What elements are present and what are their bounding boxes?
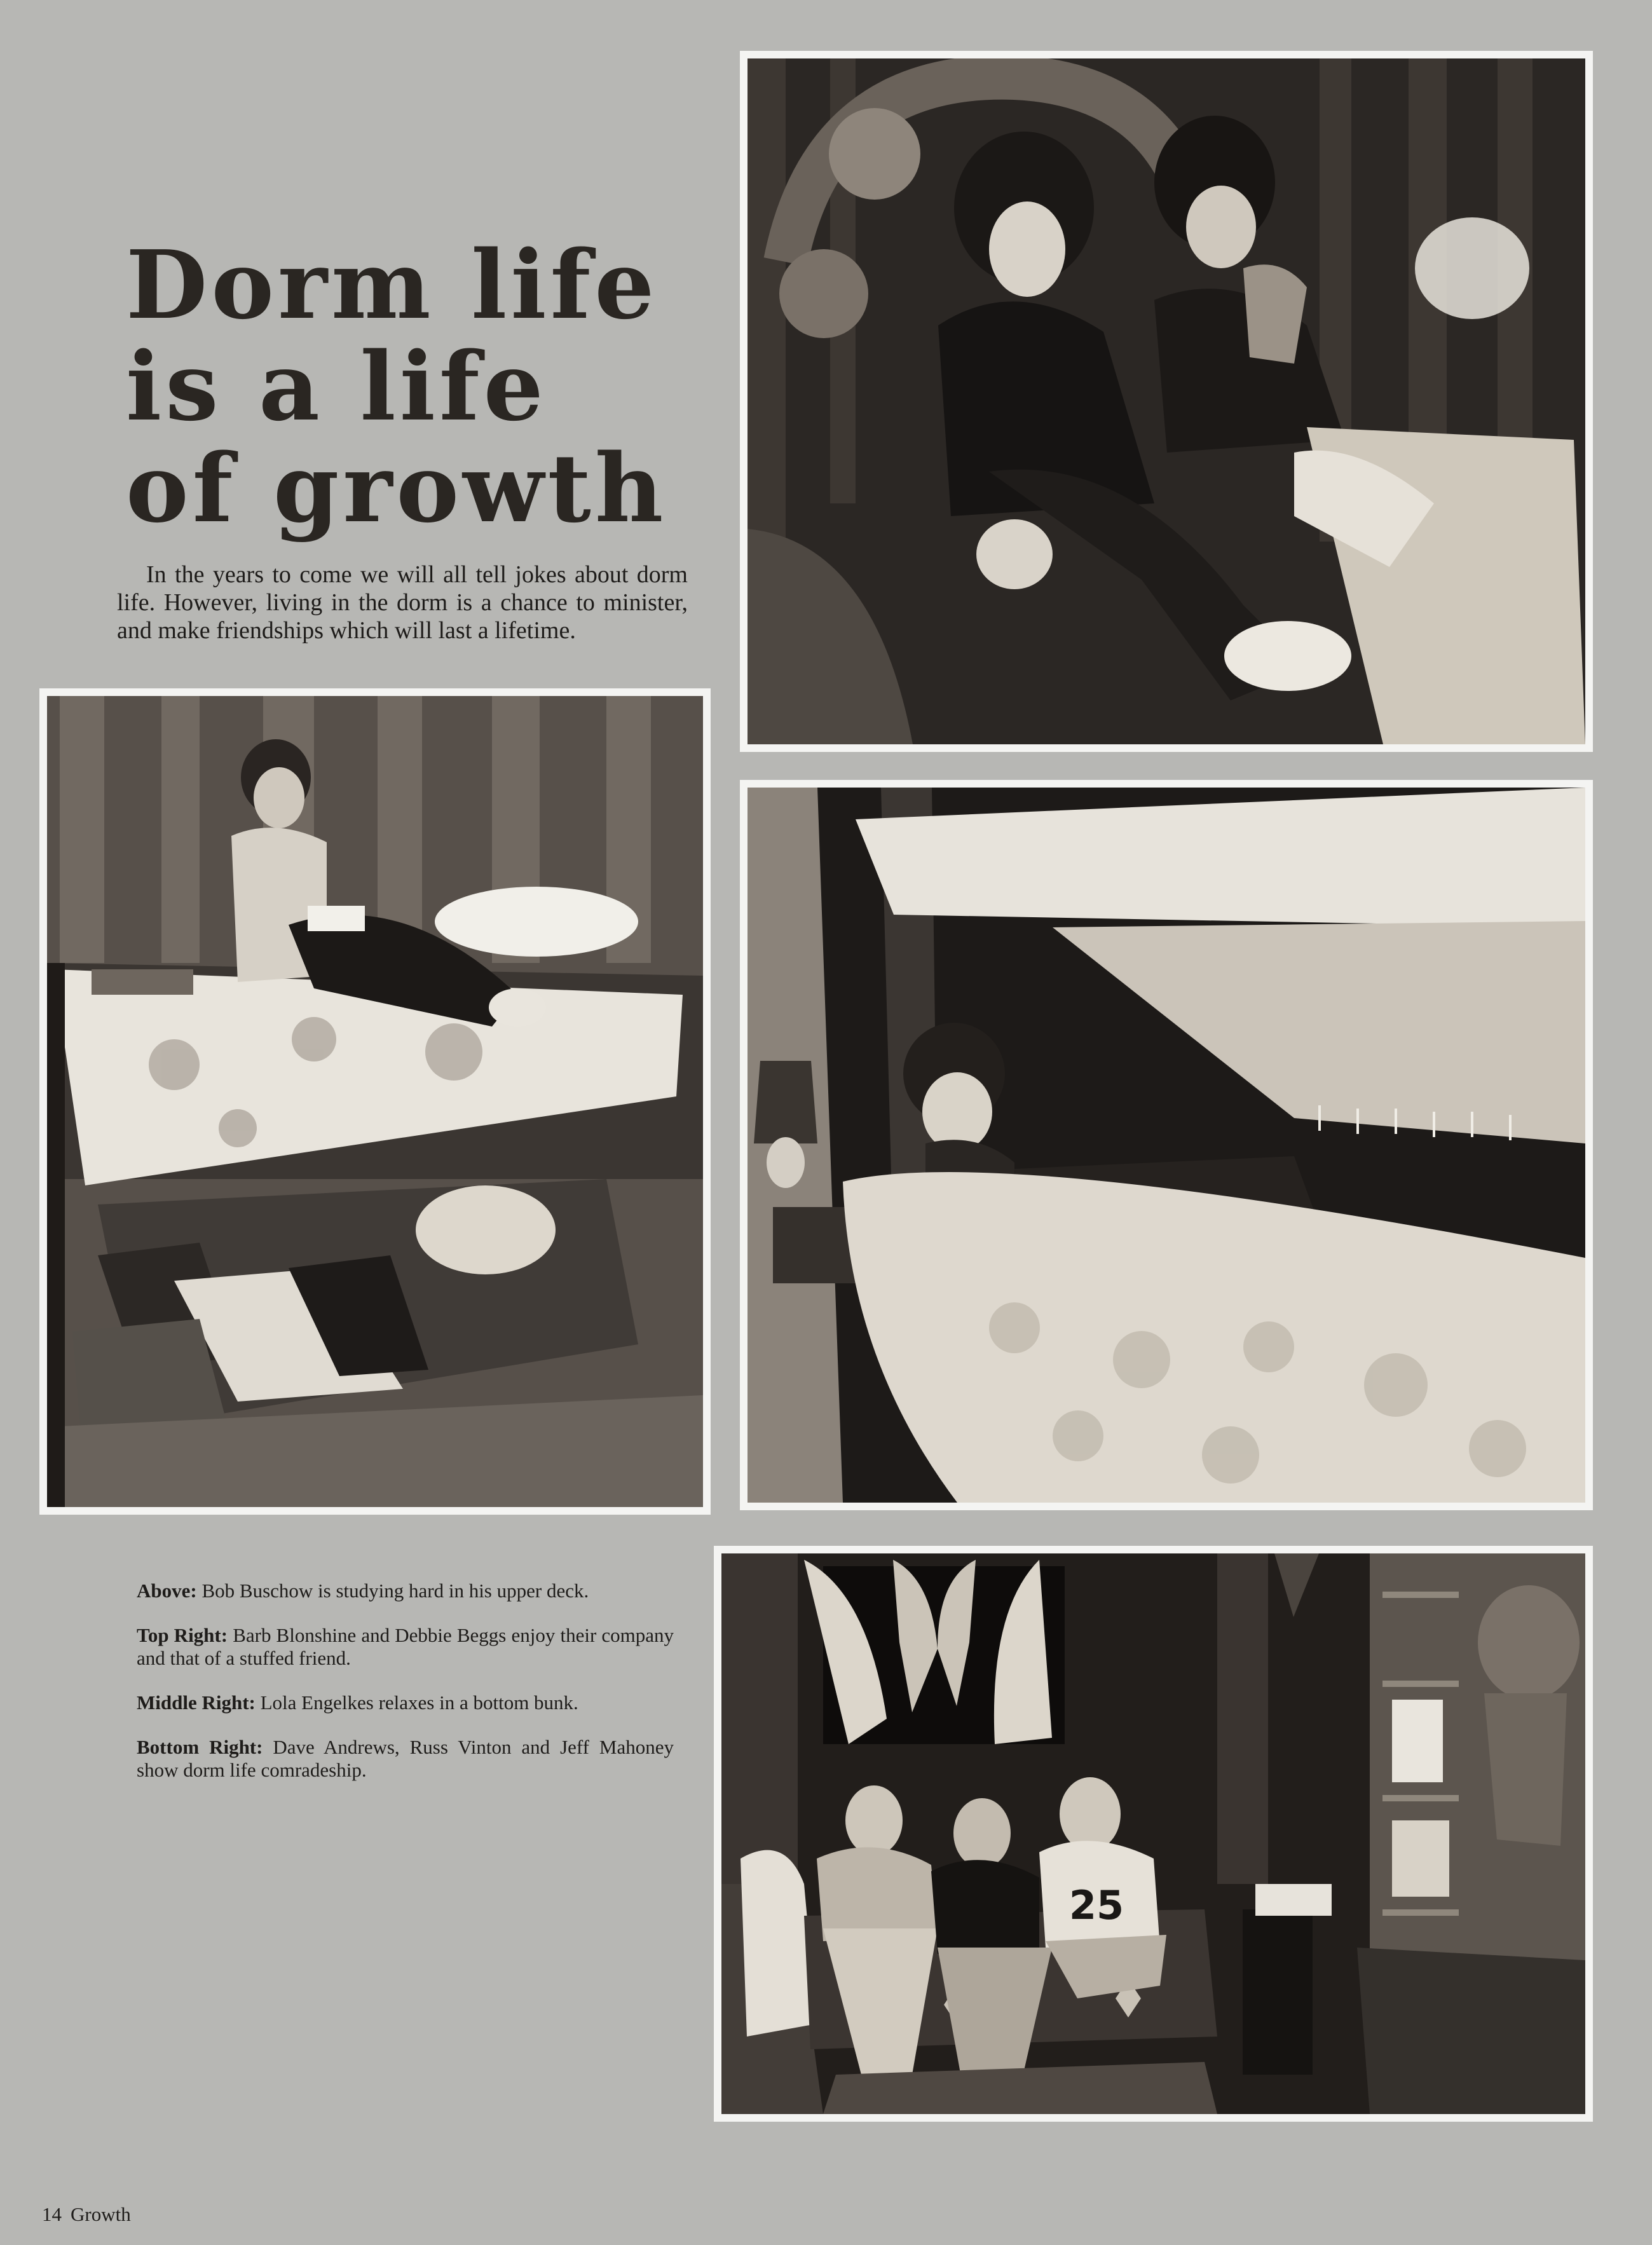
photo-top-right	[740, 51, 1593, 752]
caption-text: Dave Andrews, Russ Vinton and Jeff Mahoney show dorm life comradeship.	[137, 1736, 674, 1781]
photo-middle-right-image	[747, 788, 1585, 1503]
caption-bottom-right	[137, 1736, 674, 1782]
photo-bottom-right	[714, 1546, 1593, 2122]
section-name: Growth	[71, 2203, 131, 2225]
caption-text: Bob Buschow is studying hard in his upper deck.	[201, 1580, 589, 1602]
headline	[126, 229, 672, 543]
page-number: 14	[42, 2203, 62, 2225]
caption-middle-right	[137, 1691, 674, 1714]
jersey-number: 25	[1068, 1882, 1124, 1928]
caption-text: Barb Blonshine and Debbie Beggs enjoy their company and that of a stuffed friend.	[137, 1624, 674, 1669]
caption-label: Middle Right:	[137, 1691, 256, 1714]
photo-above	[39, 688, 711, 1515]
headline-line-2: is a life	[126, 331, 547, 442]
caption-above	[137, 1580, 674, 1602]
photo-top-right-image	[747, 58, 1585, 744]
intro-paragraph: In the years to come we will all tell jokes about dorm life. However, living in the dorm is a chance to minister, and make friendships which will last a lifetime.	[117, 561, 688, 644]
photo-middle-right	[740, 780, 1593, 1510]
caption-label: Above:	[137, 1580, 197, 1602]
headline-line-3: of growth	[126, 433, 667, 543]
photo-bottom-right-image	[721, 1553, 1585, 2114]
headline-line-1: Dorm life	[126, 229, 659, 340]
caption-top-right	[137, 1624, 674, 1670]
caption-text: Lola Engelkes relaxes in a bottom bunk.	[260, 1691, 578, 1714]
page-footer	[42, 2203, 131, 2226]
captions	[137, 1580, 674, 1803]
photo-above-image	[47, 696, 703, 1507]
caption-label: Top Right:	[137, 1624, 228, 1646]
caption-label: Bottom Right:	[137, 1736, 263, 1758]
